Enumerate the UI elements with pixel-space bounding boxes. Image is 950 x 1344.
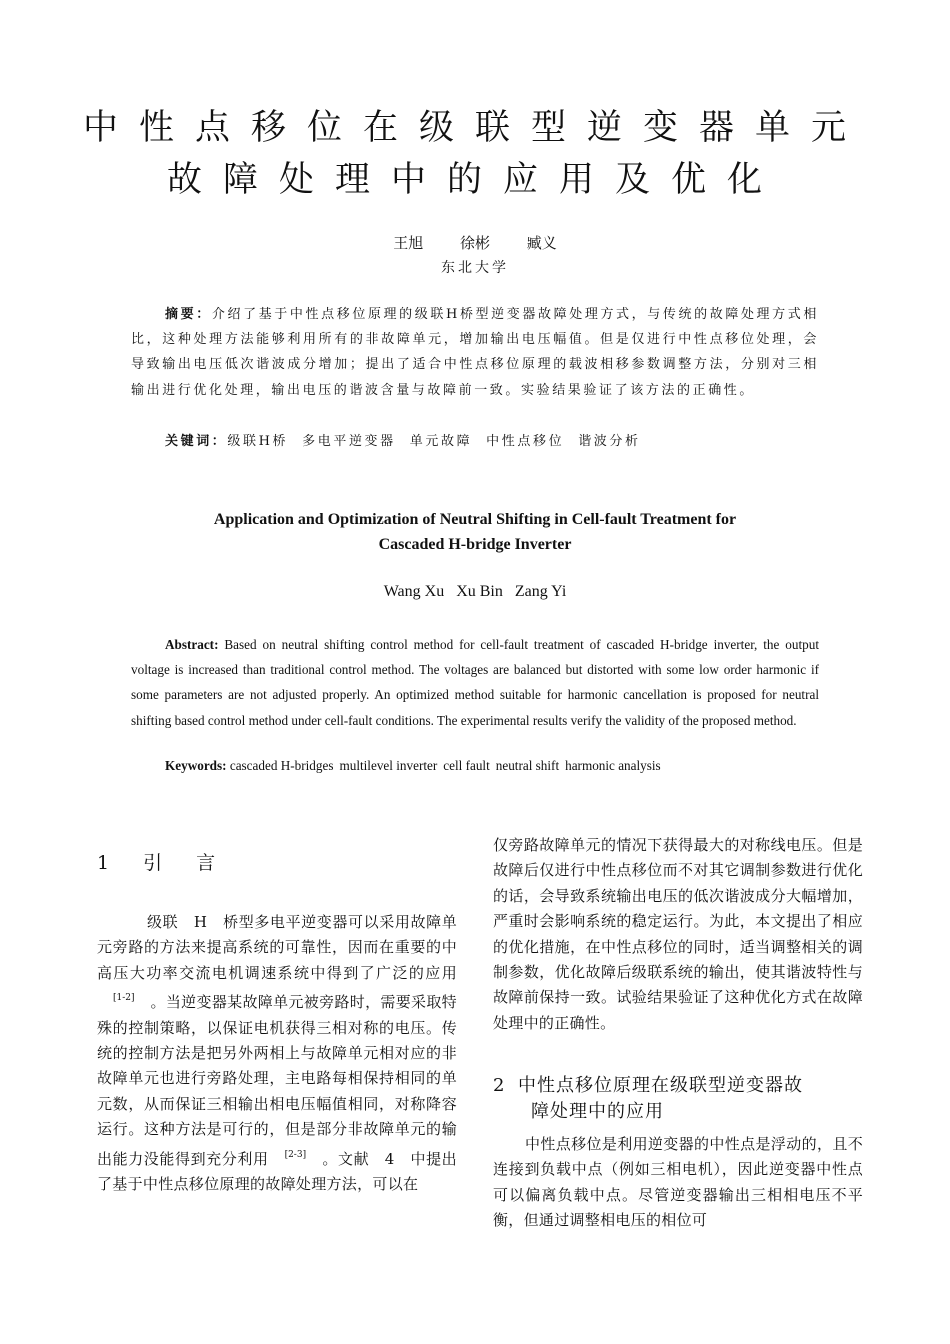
keyword-cn: 谐波分析 [578, 434, 641, 449]
keyword-en: multilevel inverter [339, 758, 438, 773]
keyword-cn: 多电平逆变器 [302, 434, 396, 449]
keywords-en [165, 758, 825, 774]
authors-en [0, 583, 950, 601]
keyword-cn: 级联H桥 [227, 434, 289, 449]
section1-text: 级联 H 桥型多电平逆变器可以采用故障单元旁路的方法来提高系统的可靠性，因而在重要的中高压大功率交流电机调速系统中得到了广泛的应用 [97, 913, 457, 982]
title-cn-line1: 中性点移位在级联型逆变器单元 [82, 108, 867, 148]
abstract-en-label: Abstract: [165, 637, 219, 652]
author-cn: 臧义 [526, 234, 557, 252]
section2-heading-line1: 中性点移位原理在级联型逆变器故 [518, 1075, 803, 1096]
section1-text: 。文献 4 中提出了基于中性点移位原理的故障处理方法，可以在 [97, 1149, 457, 1194]
authors-cn [0, 232, 950, 253]
section2-number: 2 [493, 1075, 506, 1096]
title-cn-line2: 故障处理中的应用及优化 [166, 160, 783, 200]
affiliation-cn: 东北大学 [441, 260, 509, 276]
keyword-en: cell fault [443, 758, 490, 773]
section1-text: 。当逆变器某故障单元被旁路时，需要采取特殊的控制策略，以保证电机获得三相对称的电压。传统的控制方法是把另外两相上与故障单元相对应的非故障单元也进行旁路处理，主电路每相保持相同的单元数，从而保证三相输出相电压幅值相同，对称降容运行。这种方法是可行的，但是部分非故障单元的输出能力没能得到充分利用 [97, 993, 457, 1168]
author-en: Wang Xu [383, 583, 445, 600]
section1-paragraph-continued: 仅旁路故障单元的情况下获得最大的对称线电压。但是故障后仅进行中性点移位而不对其它调制参数进行优化的话，会导致系统输出电压的低次谐波成分大幅增加，严重时会影响系统的稳定运行。为此，本文提出了相应的优化措施，在中性点移位的同时，适当调整相关的调制参数，优化故障后级联系统的输出，使其谐波特性与故障前保持一致。试验结果验证了这种优化方式在故障处理中的正确性。 [493, 836, 863, 1032]
section2-heading-line2: 障处理中的应用 [531, 1101, 664, 1122]
keyword-cn: 中性点移位 [486, 434, 565, 449]
section2-heading [493, 1073, 863, 1125]
author-en: Zang Yi [514, 583, 567, 600]
abstract-cn [131, 302, 819, 403]
keyword-en: cascaded H-bridges [229, 758, 334, 773]
keywords-en-label: Keywords: [165, 758, 227, 773]
abstract-en-text: Based on neutral shifting control method for cell-fault treatment of cascaded H-bridge inverter, the output voltage is increased than traditional control method. The voltages are balanced but distorted with some low order harmonic if some parameters are not adjusted properly. An optimized method suitable for harmonic cancellation is proposed for neutral shifting based control method under cell-fault conditions. The experimental results verify the validity of the proposed method. [131, 637, 820, 728]
keyword-cn: 单元故障 [409, 434, 473, 449]
section2-paragraph: 中性点移位是利用逆变器的中性点是浮动的，且不连接到负载中点（例如三相电机），因此逆变器中性点可以偏离负载中点。尽管逆变器输出三相相电压不平衡，但通过调整相电压的相位可 [493, 1135, 863, 1230]
author-en: Xu Bin [456, 583, 503, 600]
author-cn: 徐彬 [459, 234, 490, 252]
abstract-en [131, 632, 819, 733]
abstract-cn-label: 摘要： [165, 307, 212, 322]
keywords-cn-label: 关键词： [165, 434, 228, 449]
abstract-cn-text: 介绍了基于中性点移位原理的级联H桥型逆变器故障处理方式，与传统的故障处理方式相比，这种处理方法能够利用所有的非故障单元，增加输出电压幅值。但是仅进行中性点移位处理，会导致输出电压低次谐波成分增加；提出了适合中性点移位原理的载波相移参数调整方法，分别对三相输出进行优化处理，输出电压的谐波含量与故障前一致。实验结果验证了该方法的正确性。 [131, 307, 819, 398]
author-cn: 王旭 [393, 234, 424, 252]
title-en-line1: Application and Optimization of Neutral Shifting in Cell-fault Treatment for [213, 511, 737, 528]
title-en-line2: Cascaded H-bridge Inverter [378, 536, 572, 553]
keyword-en: neutral shift [495, 758, 560, 773]
citation: [1-2] [113, 993, 135, 1004]
keyword-en: harmonic analysis [565, 758, 661, 773]
section1-heading: 1 引 言 [97, 852, 230, 874]
citation: [2-3] [284, 1149, 307, 1160]
keywords-cn [165, 430, 825, 449]
section1-paragraph [97, 910, 457, 1197]
